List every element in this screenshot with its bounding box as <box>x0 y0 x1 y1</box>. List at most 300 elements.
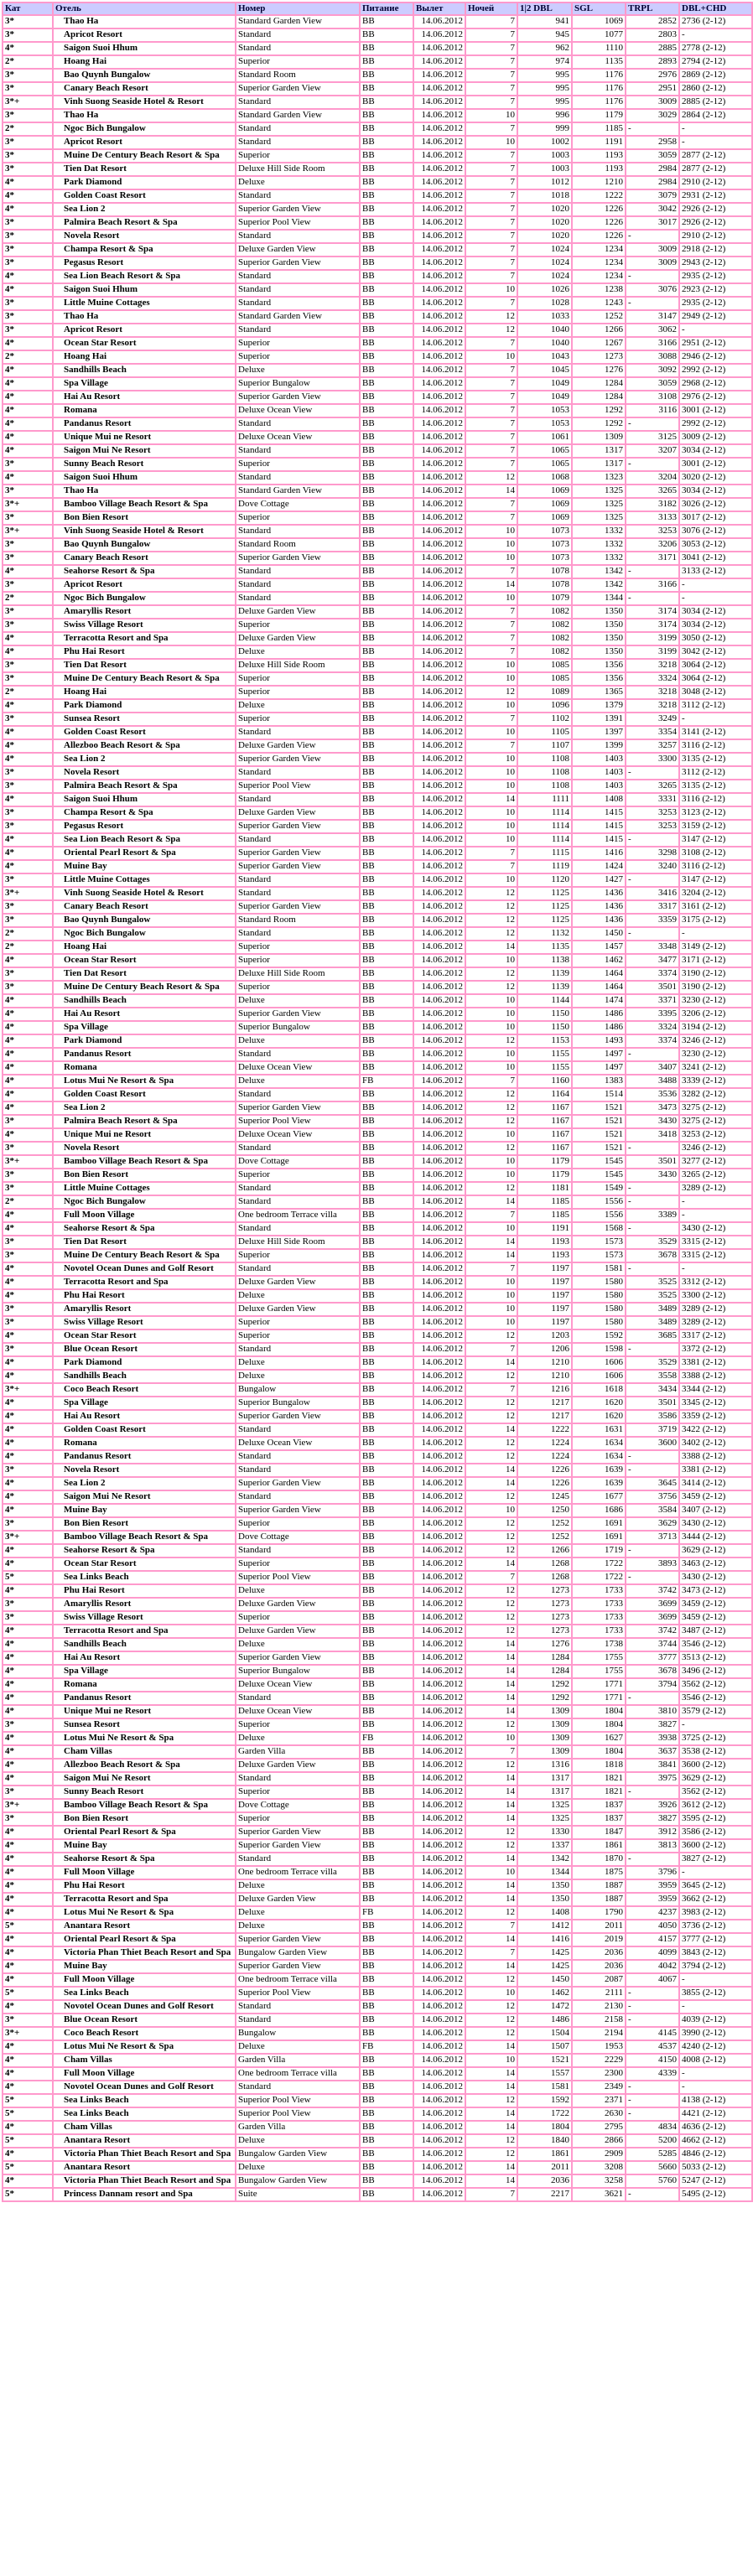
cell-dbl-chd: 5247 (2-12) <box>679 2174 752 2188</box>
cell-departure: 14.06.2012 <box>413 1839 465 1853</box>
cell-dbl-chd: - <box>679 2067 752 2081</box>
cell-nights: 7 <box>465 377 517 391</box>
cell-room: Superior <box>236 149 360 163</box>
cell-nights: 7 <box>465 1571 517 1584</box>
cell-sgl: 1309 <box>572 431 626 444</box>
cell-dbl: 1325 <box>517 1812 572 1826</box>
cell-trpl: 3079 <box>626 189 679 203</box>
cell-hotel: Saigon Suoi Hhum <box>53 793 236 806</box>
cell-departure: 14.06.2012 <box>413 1678 465 1692</box>
cell-meal: BB <box>360 820 413 833</box>
cell-hotel: Pegasus Resort <box>53 257 236 270</box>
cell-meal: BB <box>360 793 413 806</box>
table-row <box>3 1692 752 1705</box>
cell-meal: BB <box>360 900 413 914</box>
cell-departure: 14.06.2012 <box>413 1544 465 1558</box>
cell-meal: BB <box>360 1209 413 1222</box>
cell-sgl: 1325 <box>572 498 626 511</box>
cell-departure: 14.06.2012 <box>413 525 465 538</box>
cell-meal: BB <box>360 833 413 847</box>
cell-sgl: 1462 <box>572 954 626 967</box>
cell-meal: BB <box>360 1061 413 1075</box>
cell-trpl: 3813 <box>626 1839 679 1853</box>
table-row <box>3 1222 752 1236</box>
cell-kat: 4* <box>3 377 53 391</box>
cell-dbl-chd: 2794 (2-12) <box>679 55 752 69</box>
cell-meal: BB <box>360 1571 413 1584</box>
cell-hotel: Saigon Mui Ne Resort <box>53 1490 236 1504</box>
cell-sgl: 1450 <box>572 927 626 941</box>
cell-room: Deluxe Garden View <box>236 806 360 820</box>
cell-nights: 14 <box>465 1678 517 1692</box>
cell-room: Superior Garden View <box>236 847 360 860</box>
cell-sgl: 1464 <box>572 981 626 994</box>
cell-sgl: 1821 <box>572 1786 626 1799</box>
cell-meal: BB <box>360 1383 413 1397</box>
table-row <box>3 176 752 189</box>
cell-departure: 14.06.2012 <box>413 1759 465 1772</box>
cell-departure: 14.06.2012 <box>413 1477 465 1490</box>
cell-nights: 7 <box>465 1262 517 1276</box>
cell-meal: FB <box>360 1075 413 1088</box>
cell-dbl-chd: 3289 (2-12) <box>679 1182 752 1195</box>
cell-dbl: 1222 <box>517 1423 572 1437</box>
table-row <box>3 820 752 833</box>
cell-trpl: 3395 <box>626 1008 679 1021</box>
cell-trpl: 3477 <box>626 954 679 967</box>
cell-kat: 4* <box>3 1678 53 1692</box>
cell-departure: 14.06.2012 <box>413 1182 465 1195</box>
cell-dbl: 1069 <box>517 485 572 498</box>
cell-trpl: 3529 <box>626 1356 679 1370</box>
cell-nights: 10 <box>465 994 517 1008</box>
cell-departure: 14.06.2012 <box>413 860 465 873</box>
cell-meal: BB <box>360 2081 413 2094</box>
cell-dbl: 1069 <box>517 498 572 511</box>
cell-kat: 4* <box>3 471 53 485</box>
cell-sgl: 2229 <box>572 2054 626 2067</box>
cell-meal: BB <box>360 1973 413 1987</box>
cell-room: Deluxe <box>236 1879 360 1893</box>
cell-departure: 14.06.2012 <box>413 471 465 485</box>
cell-departure: 14.06.2012 <box>413 1289 465 1303</box>
cell-room: Deluxe Garden View <box>236 605 360 619</box>
cell-sgl: 1573 <box>572 1249 626 1262</box>
cell-dbl: 1073 <box>517 525 572 538</box>
cell-sgl: 1226 <box>572 216 626 230</box>
cell-room: Deluxe Hill Side Room <box>236 1236 360 1249</box>
cell-nights: 14 <box>465 1893 517 1906</box>
cell-room: Deluxe <box>236 1732 360 1745</box>
cell-sgl: 1521 <box>572 1101 626 1115</box>
cell-meal: BB <box>360 753 413 766</box>
cell-trpl: 3473 <box>626 1101 679 1115</box>
cell-dbl: 1107 <box>517 739 572 753</box>
cell-hotel: Pandanus Resort <box>53 417 236 431</box>
cell-sgl: 2036 <box>572 1960 626 1973</box>
cell-trpl: 3893 <box>626 1558 679 1571</box>
cell-sgl: 1273 <box>572 350 626 364</box>
cell-kat: 3*+ <box>3 887 53 900</box>
cell-trpl: 2852 <box>626 15 679 29</box>
cell-kat: 4* <box>3 1906 53 1920</box>
cell-nights: 12 <box>465 1101 517 1115</box>
cell-sgl: 1342 <box>572 578 626 592</box>
cell-trpl: 3744 <box>626 1638 679 1651</box>
cell-sgl: 1179 <box>572 109 626 122</box>
cell-nights: 14 <box>465 1692 517 1705</box>
cell-dbl-chd: 3595 (2-12) <box>679 1812 752 1826</box>
cell-trpl: - <box>626 417 679 431</box>
cell-dbl: 1316 <box>517 1759 572 1772</box>
cell-room: Standard <box>236 1450 360 1464</box>
cell-departure: 14.06.2012 <box>413 2148 465 2161</box>
cell-sgl: 1861 <box>572 1839 626 1853</box>
cell-hotel: Saigon Mui Ne Resort <box>53 1772 236 1786</box>
cell-room: Standard <box>236 887 360 900</box>
cell-hotel: Anantara Resort <box>53 2161 236 2174</box>
cell-hotel: Muine De Century Beach Resort & Spa <box>53 672 236 686</box>
cell-room: Standard <box>236 1182 360 1195</box>
cell-dbl: 1061 <box>517 431 572 444</box>
cell-hotel: Victoria Phan Thiet Beach Resort and Spa <box>53 1946 236 1960</box>
cell-nights: 7 <box>465 498 517 511</box>
cell-room: Superior Garden View <box>236 391 360 404</box>
cell-trpl: 3501 <box>626 1397 679 1410</box>
cell-hotel: Terracotta Resort and Spa <box>53 1276 236 1289</box>
cell-departure: 14.06.2012 <box>413 994 465 1008</box>
cell-departure: 14.06.2012 <box>413 1517 465 1531</box>
cell-dbl: 1115 <box>517 847 572 860</box>
cell-dbl: 1040 <box>517 337 572 350</box>
cell-dbl: 1309 <box>517 1718 572 1732</box>
cell-room: Standard Garden View <box>236 109 360 122</box>
cell-dbl-chd: 3204 (2-12) <box>679 887 752 900</box>
cell-hotel: Novotel Ocean Dunes and Golf Resort <box>53 2000 236 2014</box>
cell-meal: BB <box>360 96 413 109</box>
cell-sgl: 1350 <box>572 605 626 619</box>
cell-hotel: Seahorse Resort & Spa <box>53 1853 236 1866</box>
cell-sgl: 1226 <box>572 203 626 216</box>
cell-meal: BB <box>360 1799 413 1812</box>
cell-meal: BB <box>360 1410 413 1423</box>
cell-nights: 10 <box>465 1987 517 2000</box>
cell-dbl: 1078 <box>517 565 572 578</box>
cell-nights: 14 <box>465 1812 517 1826</box>
cell-kat: 3*+ <box>3 1383 53 1397</box>
cell-trpl: - <box>626 873 679 887</box>
cell-dbl-chd: 3562 (2-12) <box>679 1786 752 1799</box>
cell-nights: 12 <box>465 1598 517 1611</box>
cell-hotel: Park Diamond <box>53 1034 236 1048</box>
cell-trpl: - <box>626 2188 679 2201</box>
cell-kat: 4* <box>3 1745 53 1759</box>
cell-meal: BB <box>360 994 413 1008</box>
table-row <box>3 1732 752 1745</box>
cell-room: Standard <box>236 2000 360 2014</box>
cell-sgl: 1292 <box>572 417 626 431</box>
cell-meal: BB <box>360 1101 413 1115</box>
cell-dbl-chd: 3381 (2-12) <box>679 1356 752 1370</box>
cell-meal: BB <box>360 873 413 887</box>
cell-room: Superior Pool View <box>236 1115 360 1128</box>
cell-departure: 14.06.2012 <box>413 2188 465 2201</box>
cell-sgl: 1771 <box>572 1678 626 1692</box>
cell-hotel: Saigon Mui Ne Resort <box>53 444 236 458</box>
cell-room: Standard Room <box>236 69 360 82</box>
cell-room: Deluxe <box>236 2040 360 2054</box>
cell-nights: 14 <box>465 2161 517 2174</box>
cell-trpl: 3359 <box>626 914 679 927</box>
cell-kat: 4* <box>3 1437 53 1450</box>
table-row <box>3 914 752 927</box>
cell-meal: BB <box>360 592 413 605</box>
cell-hotel: Muine De Century Beach Resort & Spa <box>53 981 236 994</box>
cell-hotel: Oriental Pearl Resort & Spa <box>53 847 236 860</box>
cell-sgl: 1634 <box>572 1450 626 1464</box>
cell-dbl: 1150 <box>517 1021 572 1034</box>
cell-departure: 14.06.2012 <box>413 257 465 270</box>
cell-departure: 14.06.2012 <box>413 1893 465 1906</box>
cell-hotel: Full Moon Village <box>53 2067 236 2081</box>
cell-room: Standard <box>236 578 360 592</box>
cell-trpl: 3371 <box>626 994 679 1008</box>
cell-room: Deluxe Garden View <box>236 1276 360 1289</box>
table-row <box>3 2054 752 2067</box>
cell-departure: 14.06.2012 <box>413 632 465 645</box>
cell-dbl: 1416 <box>517 1933 572 1946</box>
cell-trpl: 3171 <box>626 552 679 565</box>
cell-room: Dove Cottage <box>236 1155 360 1169</box>
cell-dbl-chd: 3041 (2-12) <box>679 552 752 565</box>
table-row <box>3 967 752 981</box>
cell-dbl: 1224 <box>517 1450 572 1464</box>
cell-departure: 14.06.2012 <box>413 297 465 310</box>
cell-trpl: 3062 <box>626 324 679 337</box>
cell-sgl: 1677 <box>572 1490 626 1504</box>
cell-sgl: 1317 <box>572 458 626 471</box>
cell-room: Standard <box>236 1692 360 1705</box>
cell-trpl: 3685 <box>626 1329 679 1343</box>
cell-room: Standard <box>236 96 360 109</box>
cell-nights: 7 <box>465 42 517 55</box>
cell-sgl: 1887 <box>572 1893 626 1906</box>
cell-dbl-chd: 3108 (2-12) <box>679 847 752 860</box>
cell-trpl: - <box>626 1450 679 1464</box>
table-row <box>3 1075 752 1088</box>
cell-room: Standard <box>236 283 360 297</box>
cell-dbl: 1245 <box>517 1490 572 1504</box>
cell-nights: 14 <box>465 1933 517 1946</box>
cell-dbl: 1153 <box>517 1034 572 1048</box>
cell-dbl: 1273 <box>517 1598 572 1611</box>
cell-departure: 14.06.2012 <box>413 833 465 847</box>
cell-sgl: 1521 <box>572 1115 626 1128</box>
cell-departure: 14.06.2012 <box>413 1638 465 1651</box>
cell-meal: BB <box>360 29 413 42</box>
table-row <box>3 2040 752 2054</box>
cell-departure: 14.06.2012 <box>413 2081 465 2094</box>
cell-room: Superior Garden View <box>236 1008 360 1021</box>
cell-room: Superior <box>236 1786 360 1799</box>
cell-kat: 3* <box>3 1812 53 1826</box>
cell-hotel: Blue Ocean Resort <box>53 2014 236 2027</box>
cell-room: Superior <box>236 686 360 699</box>
cell-sgl: 1243 <box>572 297 626 310</box>
cell-nights: 10 <box>465 1504 517 1517</box>
cell-dbl: 1226 <box>517 1464 572 1477</box>
cell-sgl: 1284 <box>572 391 626 404</box>
cell-kat: 4* <box>3 793 53 806</box>
cell-trpl: 3501 <box>626 1155 679 1169</box>
cell-departure: 14.06.2012 <box>413 806 465 820</box>
table-row <box>3 2174 752 2188</box>
cell-dbl: 1309 <box>517 1705 572 1718</box>
table-row <box>3 1316 752 1329</box>
cell-meal: BB <box>360 525 413 538</box>
cell-kat: 4* <box>3 283 53 297</box>
table-row <box>3 1920 752 1933</box>
cell-kat: 3* <box>3 713 53 726</box>
cell-departure: 14.06.2012 <box>413 1879 465 1893</box>
cell-kat: 4* <box>3 753 53 766</box>
cell-dbl-chd: 4421 (2-12) <box>679 2107 752 2121</box>
cell-departure: 14.06.2012 <box>413 672 465 686</box>
cell-kat: 2* <box>3 686 53 699</box>
cell-kat: 2* <box>3 350 53 364</box>
table-row <box>3 1866 752 1879</box>
cell-nights: 12 <box>465 967 517 981</box>
cell-nights: 14 <box>465 578 517 592</box>
cell-departure: 14.06.2012 <box>413 122 465 136</box>
cell-hotel: Lotus Mui Ne Resort & Spa <box>53 1075 236 1088</box>
table-row <box>3 1303 752 1316</box>
cell-meal: BB <box>360 2161 413 2174</box>
cell-hotel: Hoang Hai <box>53 686 236 699</box>
cell-kat: 3* <box>3 1786 53 1799</box>
cell-room: Standard <box>236 297 360 310</box>
cell-departure: 14.06.2012 <box>413 820 465 833</box>
cell-departure: 14.06.2012 <box>413 1598 465 1611</box>
cell-meal: BB <box>360 887 413 900</box>
cell-trpl: 3794 <box>626 1678 679 1692</box>
cell-sgl: 2087 <box>572 1973 626 1987</box>
cell-dbl: 1045 <box>517 364 572 377</box>
cell-trpl: 3182 <box>626 498 679 511</box>
cell-departure: 14.06.2012 <box>413 2161 465 2174</box>
cell-dbl-chd: 3001 (2-12) <box>679 458 752 471</box>
cell-hotel: Victoria Phan Thiet Beach Resort and Spa <box>53 2148 236 2161</box>
cell-meal: BB <box>360 377 413 391</box>
cell-hotel: Hoang Hai <box>53 941 236 954</box>
cell-meal: BB <box>360 2121 413 2134</box>
cell-dbl: 1020 <box>517 216 572 230</box>
cell-departure: 14.06.2012 <box>413 605 465 619</box>
cell-departure: 14.06.2012 <box>413 1142 465 1155</box>
cell-nights: 7 <box>465 713 517 726</box>
cell-trpl: - <box>626 1142 679 1155</box>
cell-room: Superior Bungalow <box>236 1397 360 1410</box>
cell-meal: BB <box>360 927 413 941</box>
cell-sgl: 1580 <box>572 1289 626 1303</box>
cell-hotel: Sunny Beach Resort <box>53 458 236 471</box>
cell-kat: 4* <box>3 391 53 404</box>
cell-trpl: 3092 <box>626 364 679 377</box>
cell-departure: 14.06.2012 <box>413 337 465 350</box>
cell-nights: 10 <box>465 1316 517 1329</box>
cell-room: Standard Room <box>236 914 360 927</box>
cell-kat: 4* <box>3 1772 53 1786</box>
cell-departure: 14.06.2012 <box>413 1611 465 1625</box>
cell-room: Deluxe <box>236 1370 360 1383</box>
cell-trpl: 3713 <box>626 1531 679 1544</box>
cell-room: Superior Pool View <box>236 1571 360 1584</box>
cell-kat: 4* <box>3 1276 53 1289</box>
cell-kat: 3*+ <box>3 96 53 109</box>
cell-trpl: 3300 <box>626 753 679 766</box>
cell-kat: 3*+ <box>3 1799 53 1812</box>
cell-dbl: 1114 <box>517 806 572 820</box>
cell-meal: BB <box>360 538 413 552</box>
cell-nights: 12 <box>465 2148 517 2161</box>
cell-departure: 14.06.2012 <box>413 713 465 726</box>
cell-dbl: 1252 <box>517 1517 572 1531</box>
table-row <box>3 203 752 216</box>
cell-departure: 14.06.2012 <box>413 2000 465 2014</box>
cell-dbl: 1114 <box>517 820 572 833</box>
cell-sgl: 1837 <box>572 1799 626 1812</box>
cell-hotel: Blue Ocean Resort <box>53 1343 236 1356</box>
cell-nights: 12 <box>465 1397 517 1410</box>
cell-trpl: - <box>626 592 679 605</box>
cell-nights: 7 <box>465 391 517 404</box>
cell-dbl: 1462 <box>517 1987 572 2000</box>
cell-dbl: 1040 <box>517 324 572 337</box>
cell-hotel: Park Diamond <box>53 1356 236 1370</box>
cell-room: One bedroom Terrace villa <box>236 1973 360 1987</box>
cell-kat: 3* <box>3 619 53 632</box>
cell-hotel: Terracotta Resort and Spa <box>53 632 236 645</box>
cell-trpl: 3324 <box>626 1021 679 1034</box>
cell-room: Standard <box>236 1544 360 1558</box>
cell-dbl: 1108 <box>517 753 572 766</box>
cell-nights: 10 <box>465 1155 517 1169</box>
cell-dbl: 1450 <box>517 1973 572 1987</box>
cell-meal: BB <box>360 1329 413 1343</box>
cell-room: Superior <box>236 1812 360 1826</box>
cell-nights: 12 <box>465 1410 517 1423</box>
cell-meal: BB <box>360 1142 413 1155</box>
cell-hotel: Palmira Beach Resort & Spa <box>53 216 236 230</box>
cell-nights: 10 <box>465 1222 517 1236</box>
table-row <box>3 1826 752 1839</box>
cell-room: Superior Bungalow <box>236 1021 360 1034</box>
cell-dbl-chd: 3359 (2-12) <box>679 1410 752 1423</box>
cell-kat: 3* <box>3 552 53 565</box>
table-row <box>3 417 752 431</box>
cell-dbl-chd: 2931 (2-12) <box>679 189 752 203</box>
cell-dbl-chd: 3135 (2-12) <box>679 753 752 766</box>
cell-dbl-chd: 3190 (2-12) <box>679 967 752 981</box>
cell-nights: 10 <box>465 350 517 364</box>
cell-dbl: 1096 <box>517 699 572 713</box>
cell-sgl: 1722 <box>572 1558 626 1571</box>
cell-kat: 4* <box>3 645 53 659</box>
cell-sgl: 1606 <box>572 1370 626 1383</box>
cell-trpl: 3416 <box>626 887 679 900</box>
cell-dbl: 1139 <box>517 967 572 981</box>
cell-dbl: 962 <box>517 42 572 55</box>
